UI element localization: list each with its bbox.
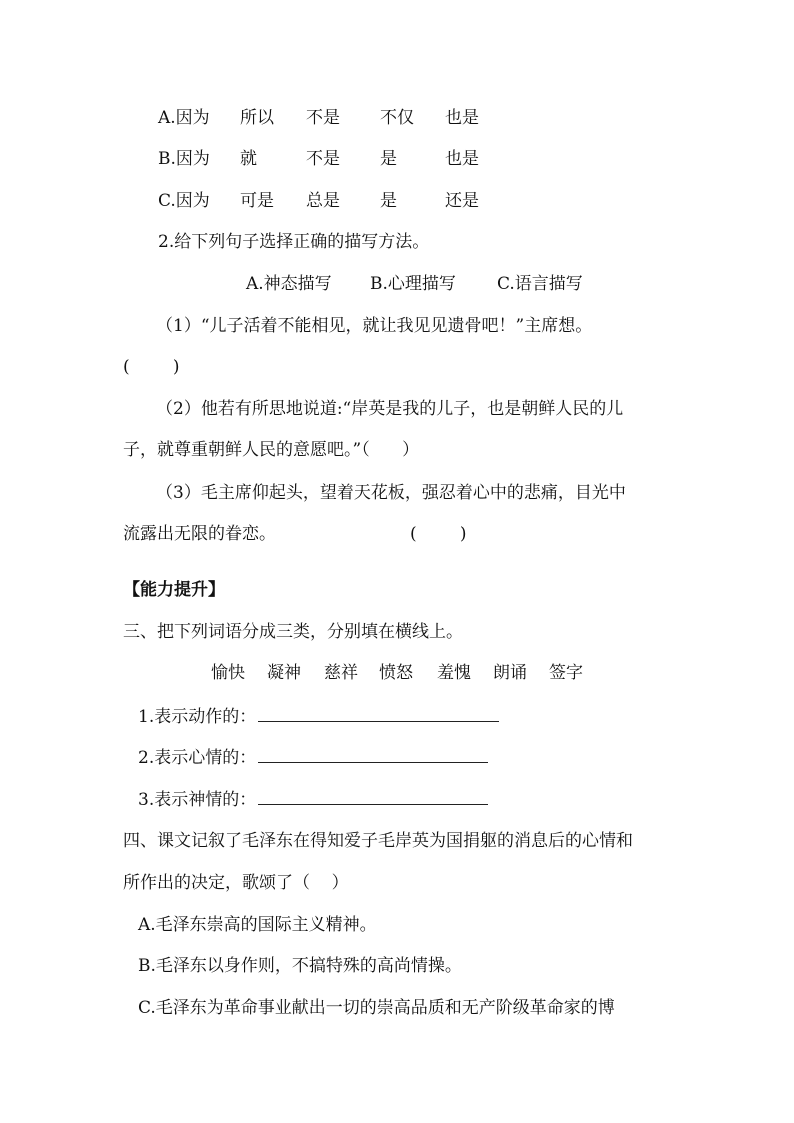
word-item: 愤怒	[379, 663, 413, 683]
option-word: 不是	[306, 108, 340, 128]
option-word: 不是	[306, 149, 340, 169]
section-title: 【能力提升】	[123, 580, 225, 600]
blank-row-mood	[138, 746, 488, 770]
sentence-2-line2: 子，就尊重朝鲜人民的意愿吧。”（ ）	[123, 440, 420, 460]
option-word: 还是	[445, 191, 479, 211]
blank-label: 1.表示动作的：	[138, 707, 257, 727]
word-item: 签字	[549, 663, 583, 683]
answer-blank[interactable]	[258, 788, 488, 805]
option-word: 是	[380, 191, 397, 211]
option-word: 是	[380, 149, 397, 169]
option-word: 也是	[445, 149, 479, 169]
sentence-2-line1: （2）他若有所思地说道:“岸英是我的儿子，也是朝鲜人民的儿	[156, 399, 624, 419]
sentence-3-line2: 流露出无限的眷恋。	[123, 524, 276, 544]
question-3-prompt: 三、把下列词语分成三类，分别填在横线上。	[123, 622, 463, 642]
option-word: 也是	[445, 108, 479, 128]
method-choice: A.神态描写	[246, 274, 332, 294]
word-item: 愉快	[211, 663, 245, 683]
word-item: 羞愧	[437, 663, 471, 683]
option-word: 就	[240, 149, 257, 169]
blank-row-expression	[138, 788, 488, 812]
blank-label: 3.表示神情的：	[138, 790, 257, 810]
answer-blank[interactable]	[258, 705, 499, 722]
sentence-3-answer-paren[interactable]: ( )	[410, 524, 467, 544]
method-choice: C.语言描写	[497, 274, 583, 294]
question-2-prompt: 2.给下列句子选择正确的描写方法。	[158, 232, 430, 252]
question-4-prompt-line1: 四、课文记叙了毛泽东在得知爱子毛岸英为国捐躯的消息后的心情和	[123, 831, 633, 851]
sentence-3-line1: （3）毛主席仰起头，望着天花板，强忍着心中的悲痛，目光中	[156, 483, 626, 503]
q4-option-b: B.毛泽东以身作则，不搞特殊的高尚情操。	[138, 956, 462, 976]
option-word: 不仅	[380, 108, 414, 128]
blank-label: 2.表示心情的：	[138, 748, 257, 768]
option-letter: C.因为	[158, 191, 210, 211]
option-word: 可是	[240, 191, 274, 211]
option-letter: A.因为	[158, 108, 210, 128]
q4-option-c: C.毛泽东为革命事业献出一切的崇高品质和无产阶级革命家的博	[138, 998, 615, 1018]
question-4-prompt-line2: 所作出的决定，歌颂了（ ）	[123, 873, 349, 893]
answer-blank[interactable]	[258, 746, 488, 763]
q4-option-a: A.毛泽东崇高的国际主义精神。	[138, 915, 377, 935]
word-item: 慈祥	[324, 663, 358, 683]
word-item: 凝神	[267, 663, 301, 683]
sentence-1-answer-paren[interactable]: ( )	[123, 357, 180, 377]
method-choice: B.心理描写	[370, 274, 456, 294]
word-item: 朗诵	[493, 663, 527, 683]
option-letter: B.因为	[158, 149, 210, 169]
option-word: 所以	[240, 108, 274, 128]
option-word: 总是	[306, 191, 340, 211]
sentence-1-line1: （1）“儿子活着不能相见，就让我见见遗骨吧！”主席想。	[156, 316, 593, 336]
blank-row-action	[138, 705, 499, 729]
